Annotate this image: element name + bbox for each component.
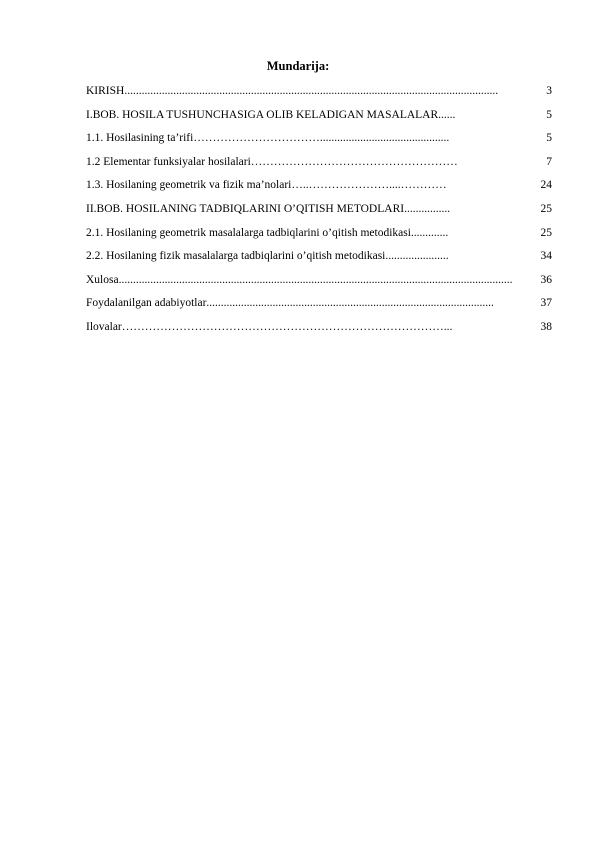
toc-dot-leader: ……………………………............................................. bbox=[193, 132, 450, 145]
toc-page-number: 37 bbox=[540, 297, 552, 310]
table-of-contents bbox=[86, 83, 552, 343]
toc-page-number: 24 bbox=[540, 179, 552, 192]
toc-page-number: 5 bbox=[546, 132, 552, 145]
toc-entry-label: 1.3. Hosilaning geometrik va fizik ma’nolari bbox=[86, 179, 292, 192]
toc-dot-leader: .................................................................................................... bbox=[206, 297, 494, 310]
toc-page-number: 36 bbox=[540, 273, 552, 286]
toc-dot-leader: ……………………………………………… bbox=[250, 155, 458, 168]
toc-dot-leader: ...................... bbox=[385, 250, 449, 263]
toc-dot-leader: …………………………………………………………………………... bbox=[121, 320, 453, 333]
toc-entry bbox=[86, 130, 552, 154]
toc-entry-label: KIRISH bbox=[86, 85, 125, 97]
toc-dot-leader: ...... bbox=[438, 108, 456, 121]
toc-entry-label: Ilovalar bbox=[86, 320, 122, 333]
toc-entry bbox=[86, 83, 552, 107]
toc-entry bbox=[86, 272, 552, 296]
toc-entry-label: 2.2. Hosilaning fizik masalalarga tadbiqlarini o’qitish metodikasi bbox=[86, 250, 386, 263]
toc-entry bbox=[86, 295, 552, 319]
toc-entry-label: I.BOB. HOSILA TUSHUNCHASIGA OLIB KELADIGAN MASALALAR bbox=[86, 108, 439, 121]
toc-page-number: 38 bbox=[540, 320, 552, 333]
toc-entry bbox=[86, 225, 552, 249]
toc-entry bbox=[86, 177, 552, 201]
toc-page-number: 25 bbox=[540, 202, 552, 215]
toc-entry bbox=[86, 248, 552, 272]
toc-entry-label: 1.2 Elementar funksiyalar hosilalari bbox=[86, 155, 251, 168]
toc-entry-label: Foydalanilgan adabiyotlar bbox=[86, 297, 207, 310]
toc-dot-leader: ................ bbox=[404, 202, 451, 215]
toc-dot-leader: …..…………………....………… bbox=[291, 179, 447, 192]
toc-page-number: 5 bbox=[546, 108, 552, 121]
toc-page-number: 7 bbox=[546, 155, 552, 168]
toc-entry bbox=[86, 319, 552, 343]
toc-page-number: 25 bbox=[540, 226, 552, 239]
toc-entry bbox=[86, 154, 552, 178]
toc-entry bbox=[86, 107, 552, 131]
toc-entry-label: 1.1. Hosilasining ta’rifi bbox=[86, 132, 194, 145]
toc-entry-label: II.BOB. HOSILANING TADBIQLARINI O’QITISH METODLARI bbox=[86, 202, 405, 215]
toc-page-number: 34 bbox=[540, 250, 552, 263]
toc-entry-label: 2.1. Hosilaning geometrik masalalarga tadbiqlarini o’qitish metodikasi bbox=[86, 226, 411, 239]
toc-title: Mundarija: bbox=[266, 59, 330, 73]
toc-entry-label: Xulosa bbox=[86, 273, 119, 286]
toc-dot-leader: ......................................................................................................................................... bbox=[118, 273, 513, 286]
toc-page-number: 3 bbox=[546, 85, 552, 97]
toc-entry bbox=[86, 201, 552, 225]
toc-dot-leader: .................................................................................................................................. bbox=[124, 85, 499, 97]
toc-dot-leader: ............. bbox=[410, 226, 449, 239]
